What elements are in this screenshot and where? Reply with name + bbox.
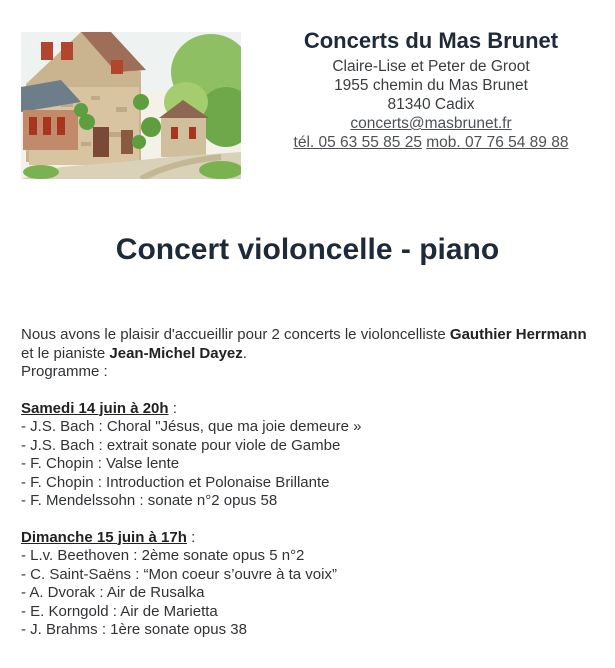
address-line-2: 81340 Cadix	[387, 96, 475, 113]
email-line	[262, 114, 600, 133]
country-house-illustration-icon	[21, 32, 241, 179]
phone-line	[262, 133, 600, 152]
house-illustration	[21, 32, 241, 179]
intro-paragraph	[21, 326, 601, 363]
mobile-link[interactable]: mob. 07 76 54 89 88	[426, 134, 569, 151]
cellist-name: Gauthier Herrmann	[449, 326, 587, 343]
address-line-1: 1955 chemin du Mas Brunet	[334, 77, 528, 94]
programme-item: - A. Dvorak : Air de Rusalka	[21, 584, 205, 601]
concert-date-line	[21, 400, 601, 419]
concert-date-suffix: :	[186, 528, 196, 546]
phone-link[interactable]: tél. 05 63 55 85 25	[293, 134, 422, 151]
concert-date-suffix: :	[168, 399, 177, 417]
intro-text-middle: et le pianiste	[21, 344, 110, 362]
concert-date-line	[21, 529, 601, 548]
concert-block-1	[21, 400, 601, 511]
concert-date: Samedi 14 juin à 20h	[21, 399, 169, 417]
programme-item: - F. Mendelssohn : sonate n°2 opus 58	[21, 492, 278, 509]
concert-block-2	[21, 529, 601, 640]
intro-text-before: Nous avons le plaisir d'accueillir pour 2 concerts le violoncelliste	[21, 326, 450, 343]
page-title: Concert violoncelle - piano	[115, 233, 500, 266]
intro-text-after: .	[242, 344, 247, 362]
concert-description	[21, 326, 601, 640]
programme-item: - L.v. Beethoven : 2ème sonate opus 5 n°2	[21, 547, 305, 564]
owners-line: Claire-Lise et Peter de Groot	[332, 58, 530, 75]
programme-item: - F. Chopin : Valse lente	[21, 455, 180, 472]
programme-item: - J.S. Bach : extrait sonate pour viole de Gambe	[21, 436, 341, 454]
programme-item: - E. Korngold : Air de Marietta	[21, 602, 218, 620]
email-link[interactable]: concerts@masbrunet.fr	[350, 115, 512, 132]
contact-header	[262, 28, 600, 152]
programme-item: - J. Brahms : 1ère sonate opus 38	[21, 621, 247, 638]
pianist-name: Jean-Michel Dayez	[109, 344, 243, 362]
programme-item: - F. Chopin : Introduction et Polonaise Brillante	[21, 473, 330, 491]
programme-label: Programme :	[21, 363, 108, 380]
programme-item: - C. Saint-Saëns : “Mon coeur s’ouvre à ta voix”	[21, 565, 337, 583]
programme-item: - J.S. Bach : Choral "Jésus, que ma joie demeure »	[21, 418, 362, 435]
concert-date: Dimanche 15 juin à 17h	[21, 528, 187, 546]
brand-title: Concerts du Mas Brunet	[303, 28, 559, 53]
